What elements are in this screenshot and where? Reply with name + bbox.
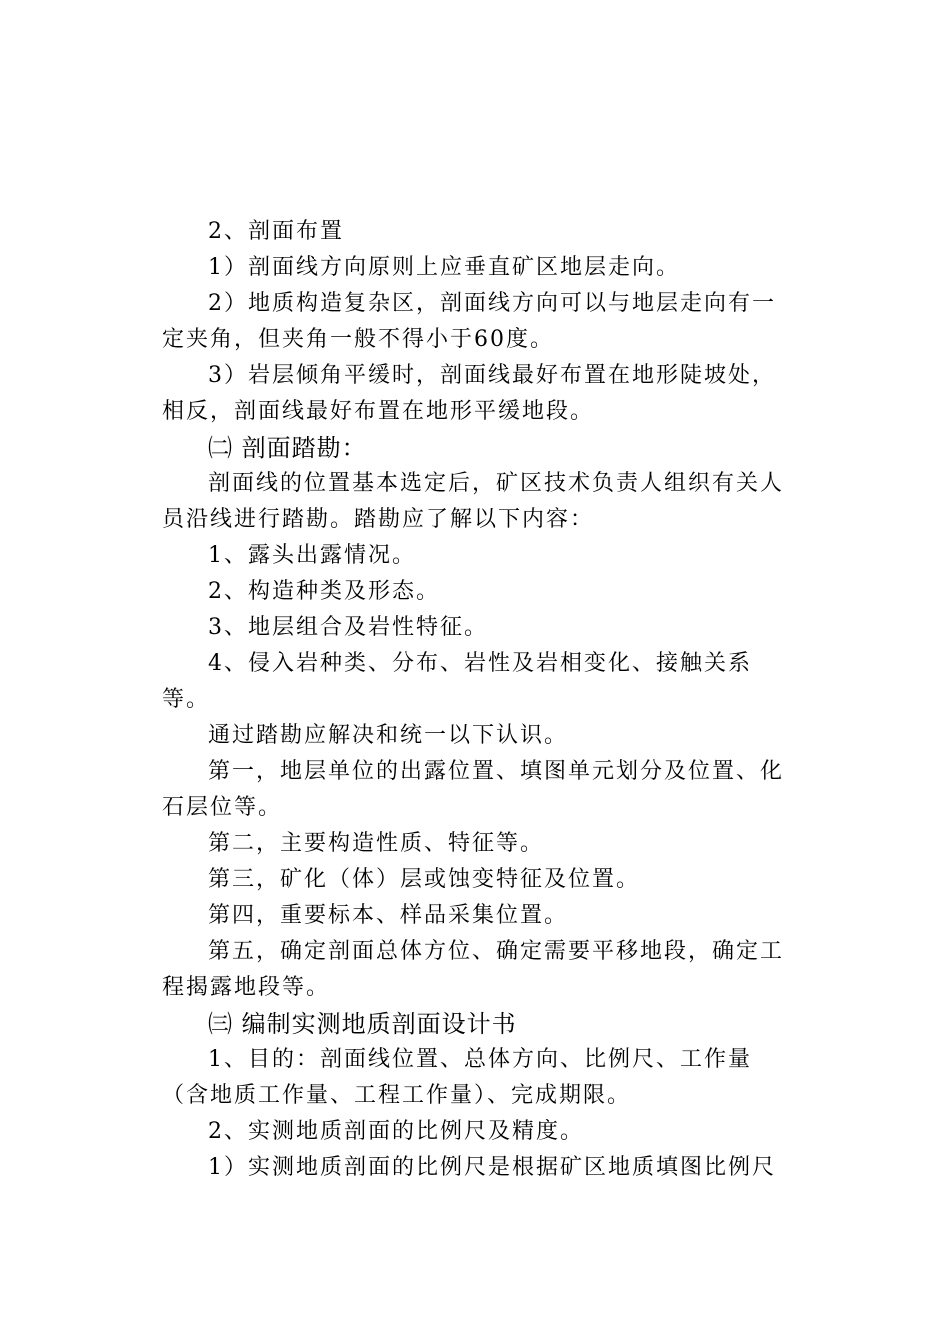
list-item: 3、地层组合及岩性特征。 [208,615,488,640]
list-item: 第五，确定剖面总体方位、确定需要平移地段，确定工程揭露地段等。 [162,939,785,1000]
paragraph: 剖面线的位置基本选定后，矿区技术负责人组织有关人员沿线进行踏勘。踏勘应了解以下内容： [162,471,785,532]
list-item: 第二，主要构造性质、特征等。 [208,831,545,856]
paragraph: 3）岩层倾角平缓时，剖面线最好布置在地形陡坡处，相反，剖面线最好布置在地形平缓地段。 [162,363,776,424]
document-body [162,214,790,1186]
list-item: 2、构造种类及形态。 [208,579,440,604]
list-item: 第四，重要标本、样品采集位置。 [208,903,569,928]
list-item: 1、露头出露情况。 [208,543,416,568]
paragraph: 2）地质构造复杂区，剖面线方向可以与地层走向有一定夹角，但夹角一般不得小于60度。 [162,291,776,352]
section-heading: ㈡ 剖面踏勘： [208,434,367,462]
list-item: 第三，矿化（体）层或蚀变特征及位置。 [208,867,641,892]
paragraph: 1）剖面线方向原则上应垂直矿区地层走向。 [208,255,680,280]
paragraph: 通过踏勘应解决和统一以下认识。 [208,723,569,748]
paragraph: 1）实测地质剖面的比例尺是根据矿区地质填图比例尺 [208,1155,776,1180]
paragraph-section-title: 2、剖面布置 [208,219,344,244]
paragraph: 1、目的：剖面线位置、总体方向、比例尺、工作量（含地质工作量、工程工作量）、完成期限。 [162,1047,752,1108]
section-heading: ㈢ 编制实测地质剖面设计书 [208,1010,517,1038]
list-item: 4、侵入岩种类、分布、岩性及岩相变化、接触关系等。 [162,651,752,712]
list-item: 第一，地层单位的出露位置、填图单元划分及位置、化石层位等。 [162,759,785,820]
paragraph: 2、实测地质剖面的比例尺及精度。 [208,1119,584,1144]
